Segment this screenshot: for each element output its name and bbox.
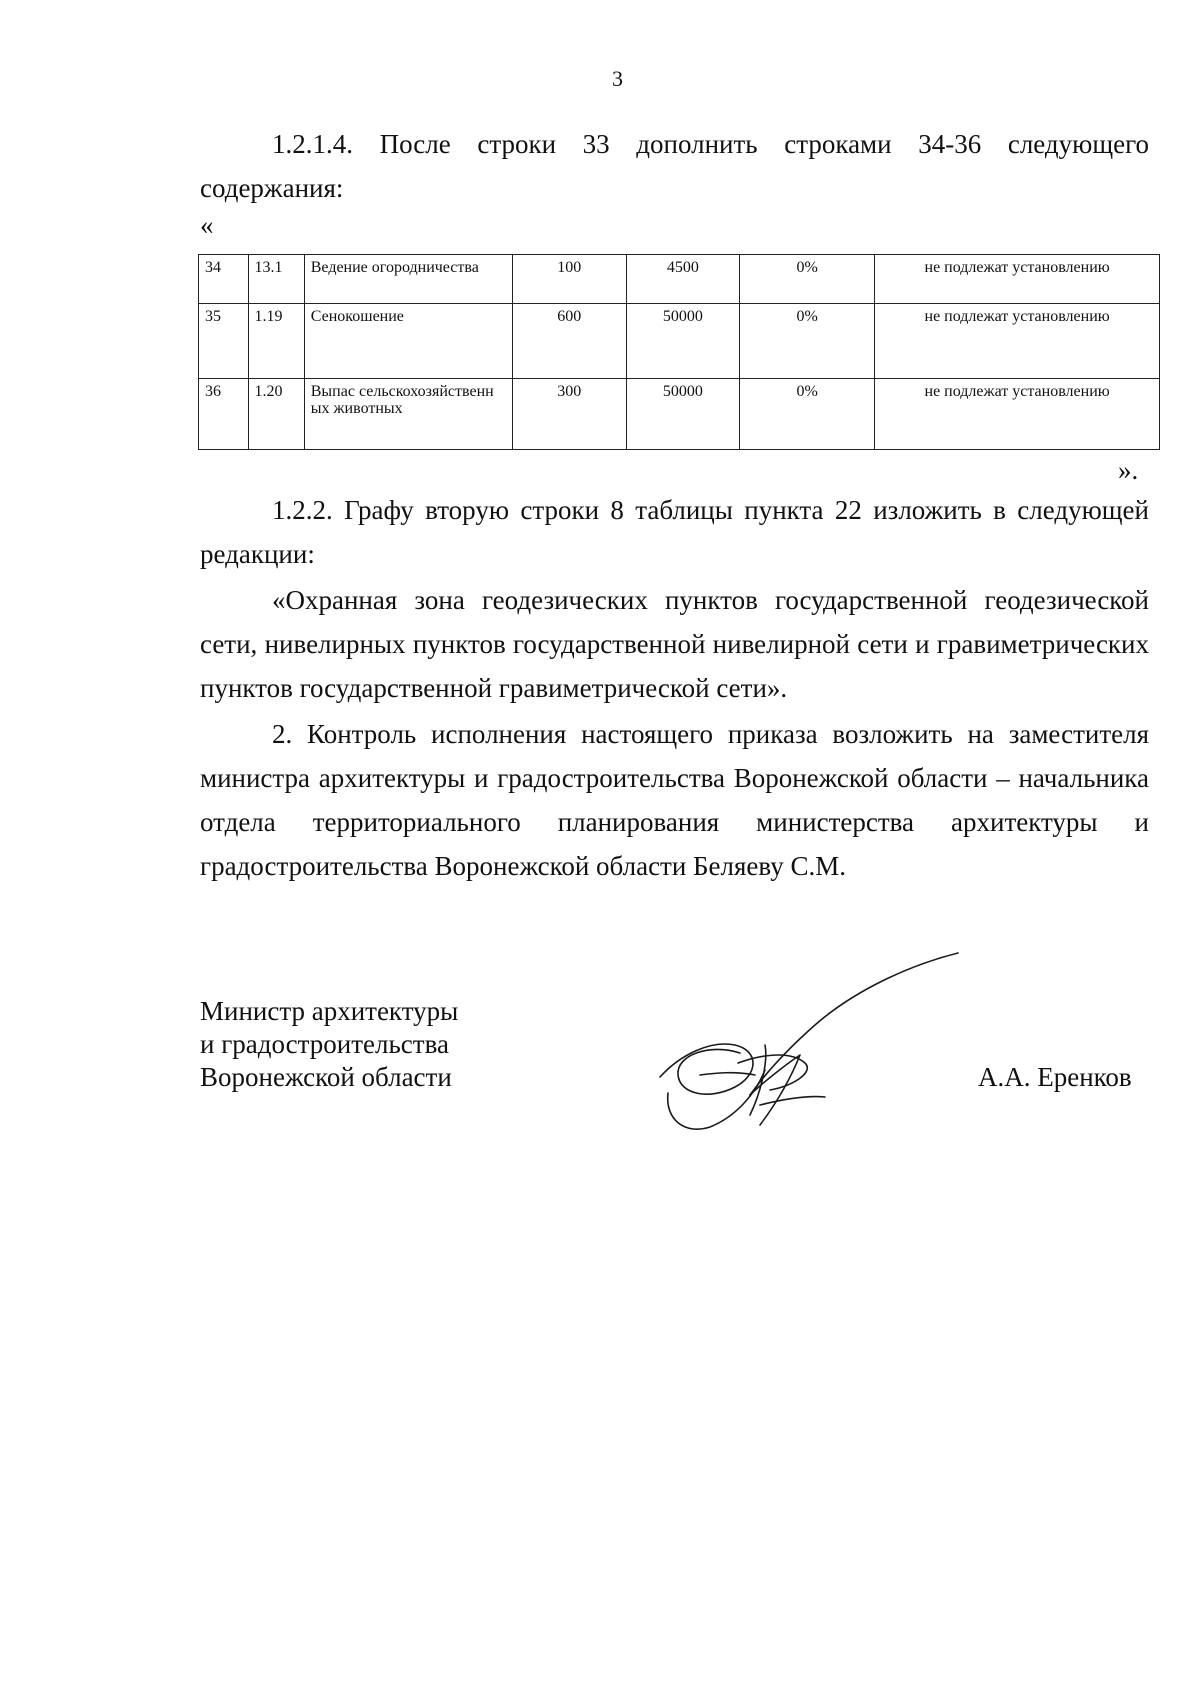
row-name: Сенокошение [304, 304, 512, 379]
row-percent: 0% [740, 255, 875, 304]
row-value-2: 50000 [626, 304, 740, 379]
table-quote-open: « [200, 210, 214, 240]
signatory-title-line: Воронежской области [200, 1062, 452, 1092]
table-row [199, 379, 1160, 450]
table-row [199, 304, 1160, 379]
row-value-2: 4500 [626, 255, 740, 304]
row-percent: 0% [740, 379, 875, 450]
item-2-text: 2. Контроль исполнения настоящего приказа возложить на заместителя министра архитектуры и градостроительства Воронежской области – начальника отдела территориального планирования министерства архитектуры и градостроительства Воронежской области Беляеву С.М. [200, 719, 1149, 881]
row-number: 34 [199, 255, 249, 304]
row-value-1: 100 [512, 255, 626, 304]
row-name: Ведение огородничества [304, 255, 512, 304]
row-value-2: 50000 [626, 379, 740, 450]
row-value-1: 300 [512, 379, 626, 450]
signatory-title [200, 995, 458, 1094]
row-note: не подлежат установлению [875, 255, 1160, 304]
quote-paragraph-text: «Охранная зона геодезических пунктов государственной геодезической сети, нивелирных пунктов государственной нивелирной сети и гравиметрических пунктов государственной гравиметрической сети». [200, 585, 1149, 703]
item-1-2-1-4-text: 1.2.1.4. После строки 33 дополнить строками 34-36 следующего содержания: [200, 129, 1149, 203]
row-value-1: 600 [512, 304, 626, 379]
quote-paragraph [200, 578, 1149, 710]
row-code: 1.19 [248, 304, 304, 379]
row-number: 35 [199, 304, 249, 379]
row-code: 13.1 [248, 255, 304, 304]
row-number: 36 [199, 379, 249, 450]
row-code: 1.20 [248, 379, 304, 450]
signatory-title-line: Министр архитектуры [200, 996, 459, 1026]
table-quote-close: ». [1118, 455, 1139, 485]
signatory-name: А.А. Еренков [978, 1062, 1132, 1092]
table-row [199, 255, 1160, 304]
row-name: Выпас сельскохозяйственн ых животных [304, 379, 512, 450]
inserted-rows-table [198, 254, 1160, 450]
item-1-2-2 [200, 488, 1149, 576]
row-note: не подлежат установлению [875, 379, 1160, 450]
page-number: 3 [612, 66, 623, 91]
row-percent: 0% [740, 304, 875, 379]
item-2 [200, 712, 1149, 888]
handwritten-signature [640, 945, 970, 1150]
signatory-title-line: и градостроительства [200, 1029, 449, 1059]
item-1-2-1-4 [200, 122, 1149, 210]
row-note: не подлежат установлению [875, 304, 1160, 379]
item-1-2-2-text: 1.2.2. Графу вторую строки 8 таблицы пункта 22 изложить в следующей редакции: [200, 495, 1149, 569]
